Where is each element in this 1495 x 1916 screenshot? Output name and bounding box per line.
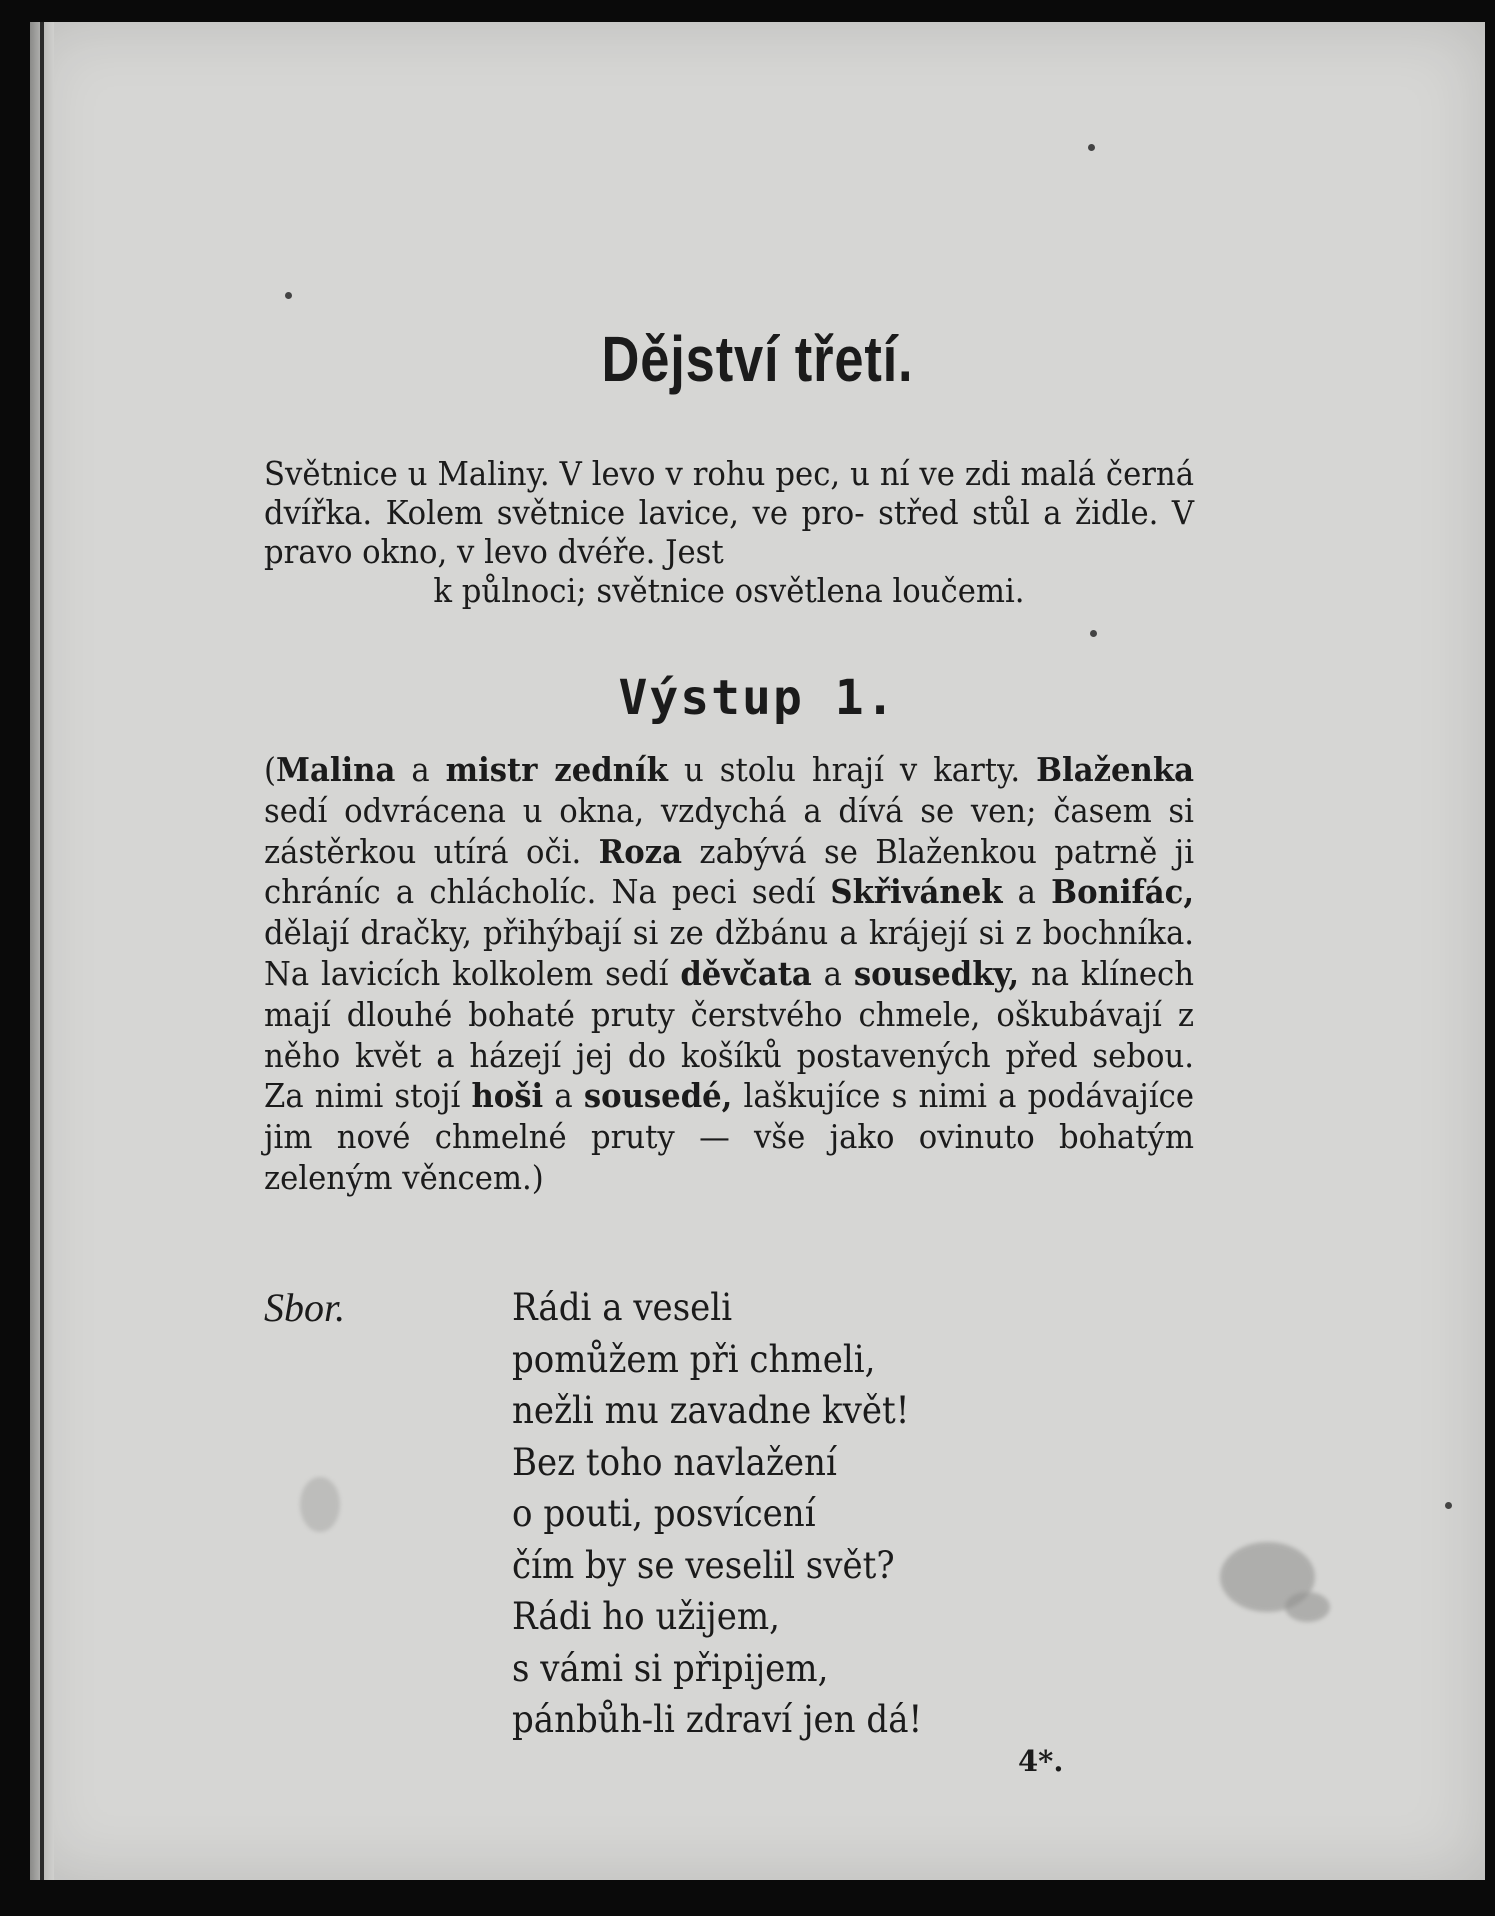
intro-line: Světnice u Maliny. V levo v rohu pec, u ní ve zdi [264, 454, 1021, 493]
character-name: sousedé, [583, 1076, 733, 1116]
speck [285, 292, 292, 299]
verse-line: pomůžem při chmeli, [512, 1337, 876, 1381]
stage-text: zabývá se Blaženkou patrně ji chráníc a chlácholíc. Na peci sedí [264, 831, 1195, 912]
stage-text: a [1002, 872, 1052, 912]
act-title: Dějství třetí. [601, 323, 914, 395]
intro-line: střed stůl a židle. V pravo okno, v levo dvéře. Jest [264, 493, 1194, 571]
verse-line: Rádi a veseli [512, 1286, 733, 1329]
speaker-label: Sbor. [264, 1285, 346, 1330]
character-name: mistr zedník [445, 750, 668, 789]
verse-line: pánbůh-li zdraví jen dá! [512, 1698, 923, 1741]
character-name: Blaženka [1036, 750, 1195, 789]
verse-line: o pouti, posvícení [512, 1492, 816, 1535]
stage-text: a [543, 1076, 584, 1116]
stage-text: u stolu hrají v karty. [667, 750, 1037, 789]
scene-setting [264, 454, 1194, 610]
binding-edge [40, 22, 44, 1880]
character-name: hoši [471, 1076, 544, 1116]
stage-text: laškujíce s nimi a podávajíce jim nové chmelné pruty — vše jako ovinuto bohatým zeleným věncem.) [264, 1076, 1194, 1197]
stage-text: a [811, 953, 854, 993]
paren: ( [264, 750, 276, 789]
character-name: Malina [275, 750, 396, 789]
verse-line: Rádi ho užijem, [512, 1595, 780, 1638]
verse-line: s vámi si připijem, [512, 1646, 829, 1690]
verse-line: Bez toho navlažení [512, 1440, 837, 1484]
stage-text: na klínech mají dlouhé bohaté pruty čerstvého chmele, oškubávají z něho květ a házejí jej do košíků postavených před sebou. Za nimi stojí [264, 953, 1195, 1116]
paper-smudge [300, 1477, 340, 1532]
character-name: děvčata [680, 953, 812, 993]
signature-mark: 4*. [1018, 1744, 1064, 1778]
book-page [30, 22, 1485, 1880]
verse-line: nežli mu zavadne květ! [512, 1389, 910, 1432]
intro-line: k půlnoci; světnice osvětlena loučemi. [433, 571, 1025, 610]
stage-text: a [395, 750, 446, 789]
character-name: Bonifác, [1051, 872, 1194, 912]
verse-line: čím by se veselil svět? [512, 1543, 895, 1587]
stage-text: dělají dračky, přihýbají si ze džbánu a krájejí si z bochníka. Na lavicích kolkolem sedí [264, 913, 1194, 993]
speck [1445, 1502, 1452, 1509]
ink-stain-small [1285, 1592, 1330, 1622]
stage-text: sedí odvrácena u okna, vzdychá a dívá se ven; časem si zástěrkou utírá oči. [264, 790, 1194, 871]
chorus-verse [512, 1282, 1112, 1746]
character-name: sousedky, [853, 953, 1020, 993]
intro-line: malá černá dvířka. Kolem světnice lavice, ve pro- [264, 454, 1194, 532]
scene-heading: Výstup 1. [618, 670, 897, 726]
stage-direction [264, 750, 1194, 1199]
speck [1090, 630, 1097, 637]
speck [1088, 144, 1095, 151]
character-name: Roza [598, 831, 682, 871]
character-name: Skřivánek [830, 872, 1003, 912]
